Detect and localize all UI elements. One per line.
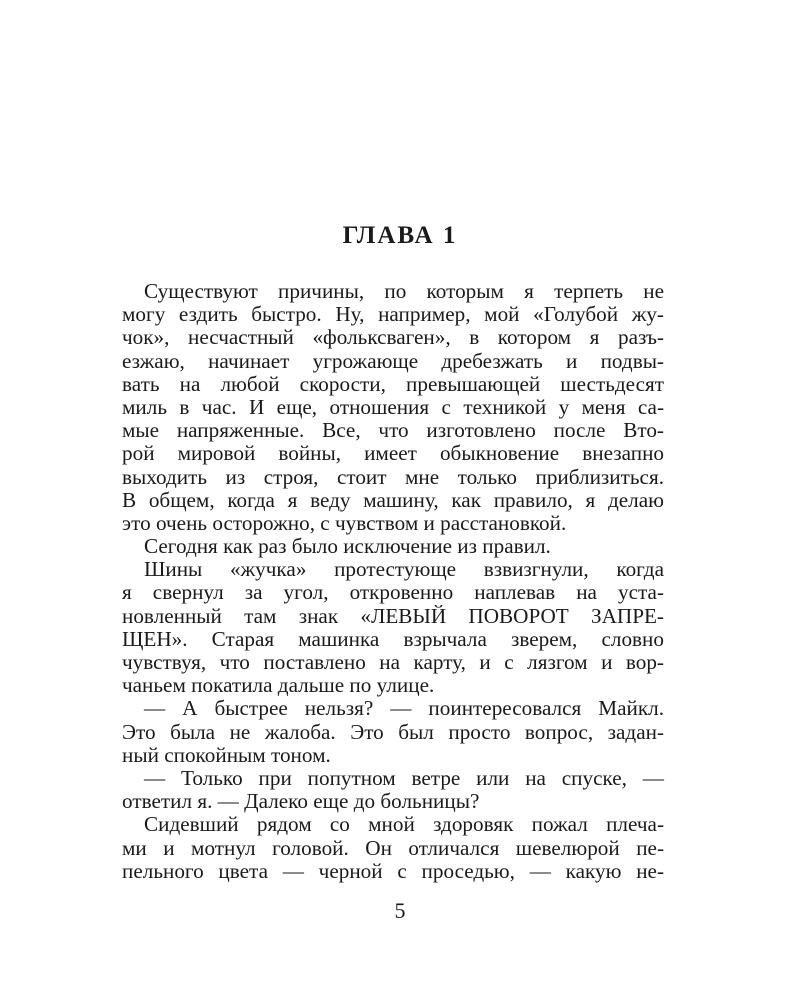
- text-line: Существуют причины, по которым я терпеть не: [144, 279, 664, 303]
- text-line: Шины «жучка» протестующе взвизгнули, когда: [144, 557, 664, 582]
- text-line: ный спокойным тоном.: [122, 742, 331, 767]
- text-line: мые напряженные. Все, что изготовлено после Вто-: [122, 418, 664, 443]
- text-line: ми и мотнул головой. Он отличался шевелюрой пе-: [122, 835, 664, 860]
- text-line: чувствуя, что поставлено на карту, и с лязгом и вор-: [122, 650, 664, 674]
- text-line: рой мировой войны, имеет обыкновение внезапно: [122, 441, 664, 466]
- text-line: выходить из строя, стоит мне только приблизиться.: [122, 464, 664, 489]
- text-line: чок», несчастный «фольксваген», в котором я разъ-: [122, 325, 664, 350]
- text-line: чаньем покатила дальше по улице.: [122, 673, 435, 698]
- text-line: В общем, когда я веду машину, как правило, я делаю: [122, 487, 664, 512]
- text-line: пельного цвета — черной с проседью, — какую не-: [122, 858, 664, 883]
- text-line: могу ездить быстро. Ну, например, мой «Голубой жу-: [122, 302, 664, 327]
- chapter-title: ГЛАВА 1: [342, 222, 458, 249]
- text-line: новленный там знак «ЛЕВЫЙ ПОВОРОТ ЗАПРЕ-: [122, 603, 664, 628]
- body-text: [122, 280, 664, 883]
- text-line: вать на любой скорости, превышающей шестьдесят: [122, 371, 664, 396]
- text-line: Сегодня как раз было исключение из правил.: [144, 534, 551, 559]
- text-line: — Только при попутном ветре или на спуске, —: [144, 765, 664, 790]
- text-line: ответил я. — Далеко еще до больницы?: [122, 789, 480, 814]
- text-line: езжаю, начинает угрожающе дребезжать и подвы-: [122, 348, 664, 373]
- page-number: 5: [394, 898, 406, 923]
- text-line: миль в час. И еще, отношения с техникой у меня са-: [122, 394, 664, 419]
- text-line: это очень осторожно, с чувством и расстановкой.: [122, 510, 567, 535]
- text-line: ЩЕН». Старая машинка взрычала зверем, словно: [122, 626, 664, 651]
- text-line: Это была не жалоба. Это был просто вопрос, задан-: [122, 719, 664, 744]
- text-line: я свернул за угол, откровенно наплевав на уста-: [122, 580, 664, 605]
- text-line: — А быстрее нельзя? — поинтересовался Майкл.: [144, 696, 664, 721]
- text-line: Сидевший рядом со мной здоровяк пожал плеча-: [144, 812, 664, 837]
